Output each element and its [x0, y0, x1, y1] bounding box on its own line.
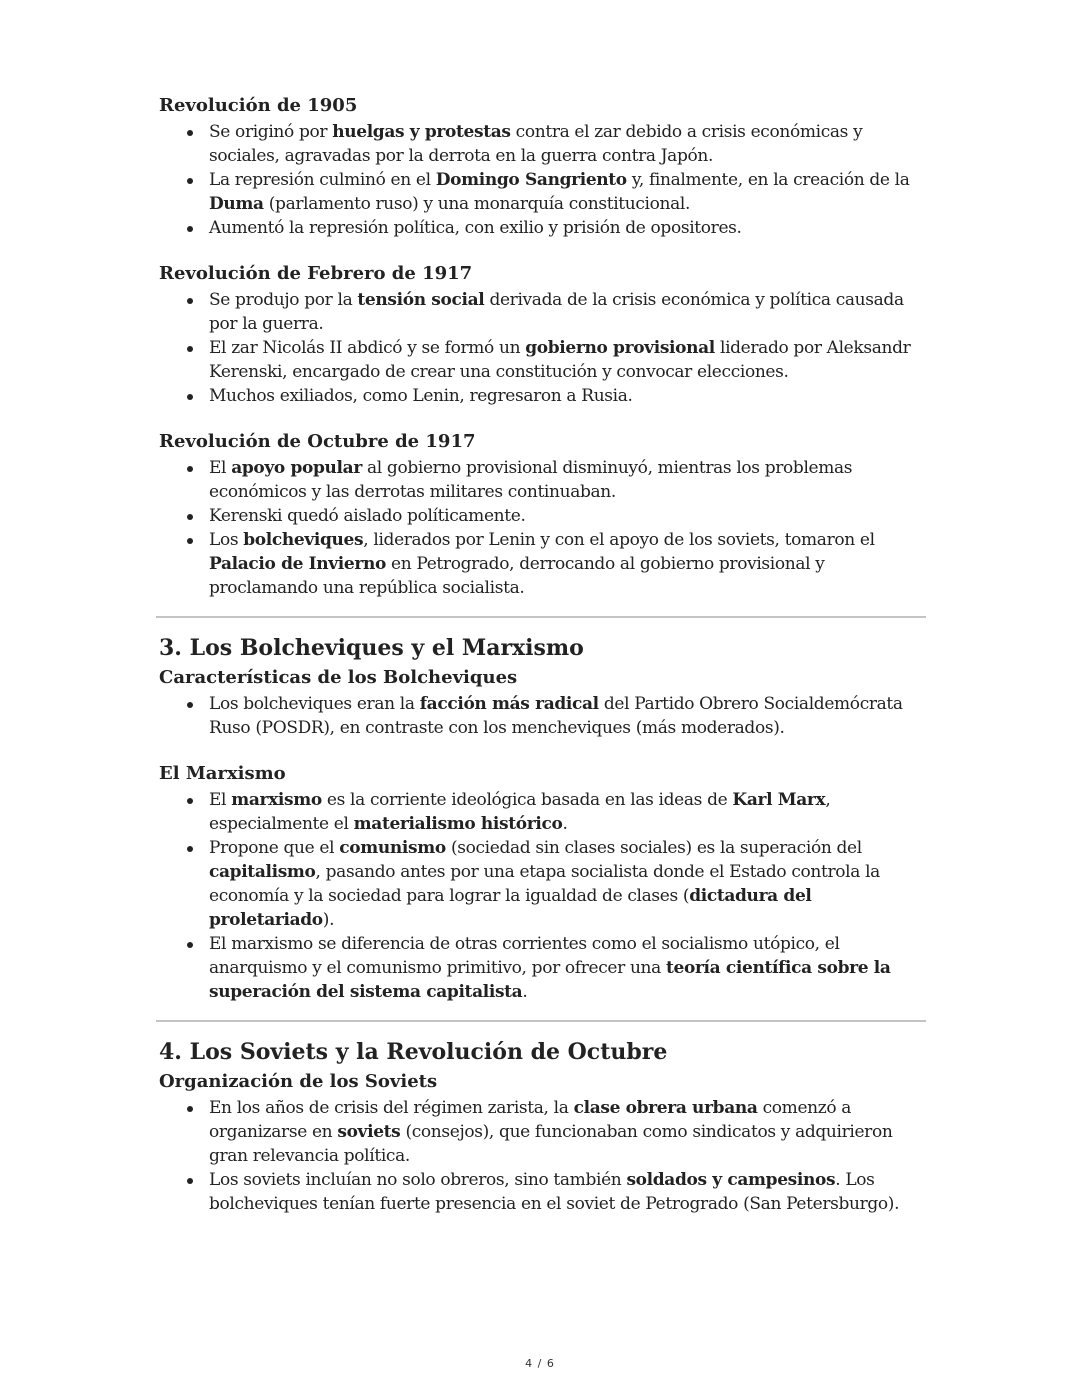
list-item: Los bolcheviques eran la facción más radical del Partido Obrero Socialdemócrata Ruso (POSDR), en contraste con los mencheviques (más moderados). [209, 692, 923, 740]
list-item: El zar Nicolás II abdicó y se formó un gobierno provisional liderado por Aleksandr Kerenski, encargado de crear una constitución y convocar elecciones. [209, 336, 923, 384]
list-item: Propone que el comunismo (sociedad sin clases sociales) es la superación del capitalismo, pasando antes por una etapa socialista donde el Estado controla la economía y la sociedad para lograr la igualdad de clases (dictadura del proletariado). [209, 836, 923, 932]
list-item: La represión culminó en el Domingo Sangriento y, finalmente, en la creación de la Duma (parlamento ruso) y una monarquía constitucional. [209, 168, 923, 216]
list-item: El apoyo popular al gobierno provisional disminuyó, mientras los problemas económicos y las derrotas militares continuaban. [209, 456, 923, 504]
list-item: Muchos exiliados, como Lenin, regresaron a Rusia. [209, 384, 923, 408]
section-heading-3: 3. Los Bolcheviques y el Marxismo [159, 635, 584, 661]
list-item: Se produjo por la tensión social derivada de la crisis económica y política causada por la guerra. [209, 288, 923, 336]
bullet-list [159, 288, 923, 408]
section-divider [156, 1020, 926, 1022]
list-item: Kerenski quedó aislado políticamente. [209, 504, 923, 528]
subheading-revolucion-febrero: Revolución de Febrero de 1917 [159, 263, 473, 284]
document-page [159, 92, 923, 1216]
bullet-list [159, 692, 923, 740]
bullet-list [159, 456, 923, 600]
list-item: Se originó por huelgas y protestas contra el zar debido a crisis económicas y sociales, agravadas por la derrota en la guerra contra Japón. [209, 120, 923, 168]
list-item: Los bolcheviques, liderados por Lenin y con el apoyo de los soviets, tomaron el Palacio de Invierno en Petrogrado, derrocando al gobierno provisional y proclamando una república socialista. [209, 528, 923, 600]
list-item: Los soviets incluían no solo obreros, sino también soldados y campesinos. Los bolcheviques tenían fuerte presencia en el soviet de Petrogrado (San Petersburgo). [209, 1168, 923, 1216]
list-item: Aumentó la represión política, con exilio y prisión de opositores. [209, 216, 923, 240]
subheading-organizacion-soviets: Organización de los Soviets [159, 1071, 438, 1092]
subheading-caracteristicas-bolcheviques: Características de los Bolcheviques [159, 667, 518, 688]
list-item: En los años de crisis del régimen zarista, la clase obrera urbana comenzó a organizarse en soviets (consejos), que funcionaban como sindicatos y adquirieron gran relevancia política. [209, 1096, 923, 1168]
bullet-list [159, 1096, 923, 1216]
bullet-list [159, 788, 923, 1004]
list-item: El marxismo es la corriente ideológica basada en las ideas de Karl Marx, especialmente el materialismo histórico. [209, 788, 923, 836]
subheading-revolucion-octubre: Revolución de Octubre de 1917 [159, 431, 476, 452]
subheading-revolucion-1905: Revolución de 1905 [159, 95, 358, 116]
page-indicator: 4 / 6 [525, 1357, 555, 1370]
section-divider [156, 616, 926, 618]
bullet-list [159, 120, 923, 240]
list-item: El marxismo se diferencia de otras corrientes como el socialismo utópico, el anarquismo y el comunismo primitivo, por ofrecer una teoría científica sobre la superación del sistema capitalista. [209, 932, 923, 1004]
subheading-el-marxismo: El Marxismo [159, 763, 286, 784]
section-heading-4: 4. Los Soviets y la Revolución de Octubre [159, 1039, 668, 1065]
